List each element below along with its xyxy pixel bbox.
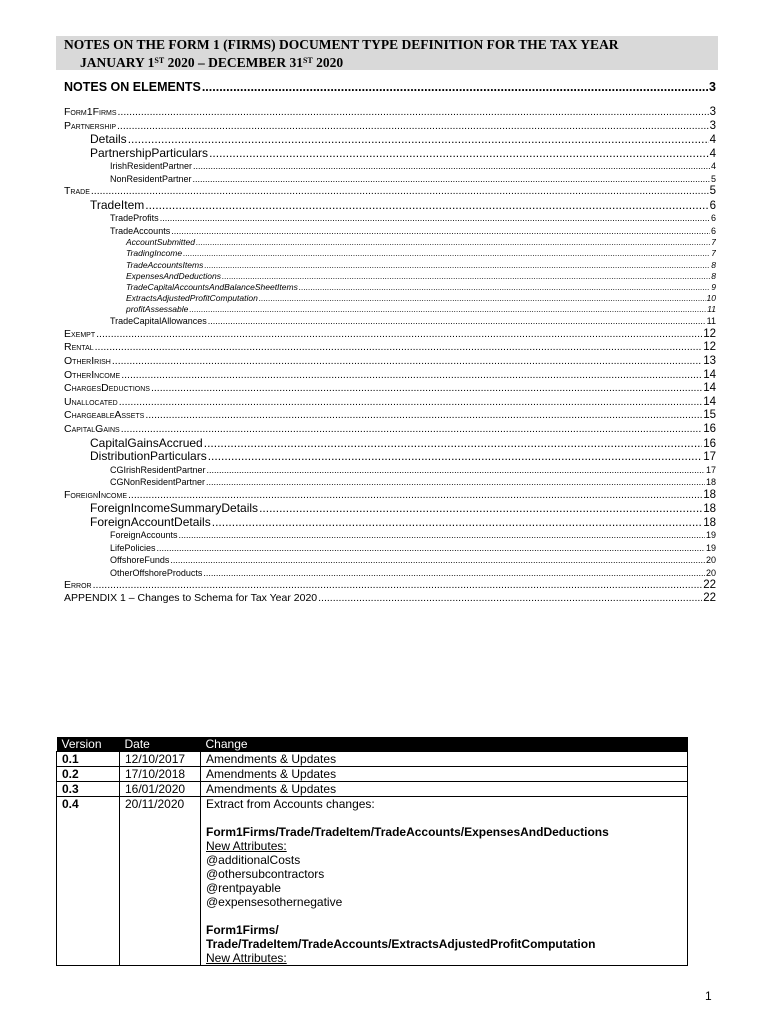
toc-leader-dots (299, 282, 710, 293)
page-number: 1 (705, 989, 712, 1003)
toc-leader-dots (145, 409, 702, 423)
toc-leader-dots (160, 212, 710, 224)
toc-entry[interactable] (64, 409, 716, 423)
toc-entry-label: APPENDIX 1 – Changes to Schema for Tax Year 2020 (64, 592, 318, 605)
change-cell: Amendments & Updates (201, 767, 688, 782)
toc-leader-dots (157, 542, 705, 554)
toc-entry[interactable] (64, 341, 716, 355)
toc-page-number: 13 (703, 355, 716, 368)
change-block-2 (206, 923, 682, 965)
toc-page-number: 16 (703, 422, 716, 435)
toc-page-number: 22 (703, 592, 716, 605)
toc-entry[interactable] (64, 212, 716, 224)
toc-entry[interactable] (64, 282, 716, 293)
toc-page-number: 17 (705, 464, 716, 475)
toc-page-number: 22 (703, 578, 716, 591)
toc-entry-label: IrishResidentPartner (110, 161, 193, 172)
date-cell: 20/11/2020 (120, 797, 201, 966)
toc-entry[interactable] (64, 173, 716, 185)
toc-page-number: 10 (706, 293, 716, 304)
attribute-item: @othersubcontractors (206, 867, 325, 881)
toc-entry[interactable] (64, 78, 716, 100)
toc-entry[interactable] (64, 579, 716, 593)
toc-page-number: 4 (710, 161, 716, 172)
toc-entry-label: TradeItem (90, 198, 145, 212)
toc-leader-dots (208, 450, 702, 464)
toc-leader-dots (145, 199, 708, 213)
toc-entry[interactable] (64, 450, 716, 464)
toc-leader-dots (118, 106, 709, 120)
table-row (57, 767, 688, 782)
toc-entry-label: ForeignAccounts (110, 530, 178, 541)
toc-entry-label: Details (90, 133, 127, 147)
toc-leader-dots (93, 579, 703, 593)
toc-leader-dots (95, 341, 703, 355)
toc-leader-dots (208, 315, 706, 327)
toc-page-number: 9 (711, 281, 716, 292)
toc-page-number: 12 (703, 327, 716, 340)
toc-entry[interactable] (64, 304, 716, 315)
toc-leader-dots (318, 592, 702, 606)
toc-entry[interactable] (64, 476, 716, 488)
date-cell: 12/10/2017 (120, 752, 201, 767)
toc-leader-dots (259, 293, 706, 304)
date-cell: 16/01/2020 (120, 782, 201, 797)
change-intro: Extract from Accounts changes: (206, 797, 375, 811)
toc-page-number: 6 (710, 213, 716, 224)
toc-entry-label: TradeCapitalAllowances (110, 316, 207, 327)
toc-entry-label: ChargeableAssets (64, 409, 145, 422)
attribute-item: @expensesothernegative (206, 895, 343, 909)
toc-entry[interactable] (64, 554, 716, 566)
toc-leader-dots (91, 185, 709, 199)
toc-entry-label: ExpensesAndDeductions (126, 270, 221, 281)
new-attributes-heading: New Attributes: (206, 951, 287, 965)
header-date: Date (120, 737, 201, 752)
toc-entry[interactable] (64, 502, 716, 516)
toc-leader-dots (121, 423, 703, 437)
toc-page-number: 18 (703, 488, 716, 501)
toc-page-number: 8 (711, 259, 716, 270)
toc-page-number: 4 (709, 147, 716, 160)
toc-entry[interactable] (64, 147, 716, 161)
table-row (57, 752, 688, 767)
change-cell (201, 797, 688, 966)
toc-page-number: 14 (703, 382, 716, 395)
toc-page-number: 12 (703, 341, 716, 354)
toc-leader-dots (171, 225, 710, 237)
toc-leader-dots (128, 133, 709, 147)
toc-entry[interactable] (64, 423, 716, 437)
toc-entry-label: TradeCapitalAccountsAndBalanceSheetItems (126, 281, 298, 292)
toc-entry-label: CapitalGainsAccrued (90, 436, 203, 450)
version-history-table (56, 737, 688, 966)
title-superscript-2: ST (302, 56, 313, 65)
toc-entry-label: Partnership (64, 119, 116, 132)
attribute-item: @additionalCosts (206, 853, 301, 867)
toc-page-number: 6 (710, 225, 716, 236)
toc-entry[interactable] (64, 271, 716, 282)
toc-page-number: 8 (711, 270, 716, 281)
toc-page-number: 6 (709, 199, 716, 212)
toc-leader-dots (209, 147, 709, 161)
header-change: Change (201, 737, 688, 752)
toc-entry-label: CapitalGains (64, 422, 120, 435)
toc-entry-label: TradeAccounts (110, 225, 171, 236)
toc-entry[interactable] (64, 328, 716, 342)
toc-entry-label: Form1Firms (64, 106, 117, 118)
toc-page-number: 11 (706, 316, 716, 327)
version-cell: 0.1 (57, 752, 120, 767)
toc-entry-label: ExtractsAdjustedProfitComputation (126, 293, 258, 304)
toc-entry[interactable] (64, 120, 716, 134)
table-row (57, 797, 688, 966)
toc-entry[interactable] (64, 464, 716, 476)
new-attributes-heading: New Attributes: (206, 839, 287, 853)
toc-entry-label: ForeignAccountDetails (90, 515, 211, 529)
toc-leader-dots (193, 160, 710, 172)
toc-page-number: 18 (705, 477, 716, 488)
toc-entry-label: TradeAccountsItems (126, 259, 204, 270)
toc-entry-label: Error (64, 578, 92, 591)
version-cell: 0.4 (57, 797, 120, 966)
toc-entry[interactable] (64, 293, 716, 304)
toc-leader-dots (204, 437, 702, 451)
toc-entry-label: Rental (64, 341, 94, 354)
attribute-item: @rentpayable (206, 881, 281, 895)
document-title (56, 36, 718, 70)
toc-entry[interactable] (64, 567, 716, 579)
toc-page-number: 3 (709, 106, 716, 118)
toc-entry[interactable] (64, 437, 716, 451)
toc-entry[interactable] (64, 160, 716, 172)
toc-entry-label: profitAssessable (126, 304, 189, 315)
toc-page-number: 19 (705, 542, 716, 553)
toc-entry-label: DistributionParticulars (90, 450, 207, 464)
toc-entry[interactable] (64, 369, 716, 383)
toc-page-number: 3 (709, 119, 716, 132)
toc-entry[interactable] (64, 260, 716, 271)
toc-leader-dots (128, 489, 702, 503)
toc-entry[interactable] (64, 396, 716, 410)
schema-path: Form1Firms/ (206, 923, 279, 937)
toc-page-number: 5 (710, 173, 716, 184)
toc-entry-label: AccountSubmitted (126, 237, 195, 248)
toc-leader-dots (193, 173, 710, 185)
toc-leader-dots (189, 304, 706, 315)
toc-page-number: 4 (709, 134, 716, 147)
toc-entry-label: OtherIrish (64, 355, 111, 368)
toc-page-number: 3 (709, 80, 716, 94)
toc-leader-dots (204, 260, 710, 271)
toc-entry[interactable] (64, 516, 716, 530)
toc-page-number: 7 (711, 248, 716, 259)
toc-entry-label: ForeignIncomeSummaryDetails (90, 502, 259, 516)
title-line-2-part-a: JANUARY 1 (80, 55, 155, 70)
toc-entry-label: CGIrishResidentPartner (110, 464, 206, 475)
toc-leader-dots (202, 78, 708, 96)
toc-leader-dots (170, 554, 705, 566)
toc-leader-dots (112, 355, 702, 369)
toc-leader-dots (212, 516, 702, 530)
toc-entry[interactable] (64, 529, 716, 541)
toc-page-number: 16 (703, 437, 716, 450)
toc-entry[interactable] (64, 237, 716, 248)
toc-entry[interactable] (64, 248, 716, 259)
toc-entry-label: ChargesDeductions (64, 382, 150, 395)
date-cell: 17/10/2018 (120, 767, 201, 782)
toc-entry[interactable] (64, 355, 716, 369)
toc-entry-label: Trade (64, 185, 90, 198)
toc-leader-dots (151, 382, 702, 396)
toc-leader-dots (206, 476, 705, 488)
schema-path: Trade/TradeItem/TradeAccounts/ExtractsAdjustedProfitComputation (206, 937, 596, 951)
toc-leader-dots (259, 502, 702, 516)
toc-entry-label: LifePolicies (110, 542, 156, 553)
change-block-1 (206, 825, 682, 909)
toc-page-number: 15 (703, 409, 716, 422)
toc-leader-dots (183, 248, 710, 259)
toc-entry[interactable] (64, 382, 716, 396)
table-row (57, 782, 688, 797)
toc-entry-label: Unallocated (64, 395, 118, 408)
toc-leader-dots (203, 567, 705, 579)
title-line-2 (80, 53, 343, 71)
toc-entry-label: OffshoreFunds (110, 555, 170, 566)
toc-page-number: 5 (709, 185, 716, 198)
toc-leader-dots (96, 328, 702, 342)
toc-entry-label: OtherIncome (64, 368, 121, 381)
toc-page-number: 20 (705, 555, 716, 566)
toc-entry-label: TradingIncome (126, 248, 183, 259)
version-cell: 0.3 (57, 782, 120, 797)
version-table-header-row (57, 737, 688, 752)
toc-leader-dots (207, 464, 705, 476)
change-cell: Amendments & Updates (201, 752, 688, 767)
toc-leader-dots (117, 120, 709, 134)
toc-entry[interactable] (64, 315, 716, 327)
toc-page-number: 11 (707, 304, 716, 315)
header-version: Version (57, 737, 120, 752)
toc-leader-dots (179, 529, 705, 541)
toc-leader-dots (222, 271, 710, 282)
toc-entry[interactable] (64, 542, 716, 554)
toc-entry[interactable] (64, 489, 716, 503)
toc-page-number: 17 (703, 451, 716, 464)
toc-page-number: 20 (705, 567, 716, 578)
toc-entry[interactable] (64, 106, 716, 120)
toc-entry-label: PartnershipParticulars (90, 146, 209, 160)
toc-leader-dots (121, 369, 702, 383)
toc-entry-label: OtherOffshoreProducts (110, 567, 203, 578)
toc-page-number: 18 (703, 503, 716, 516)
toc-entry[interactable] (64, 592, 716, 606)
toc-page-number: 19 (705, 530, 716, 541)
version-cell: 0.2 (57, 767, 120, 782)
toc-leader-dots (119, 396, 702, 410)
toc-page-number: 14 (703, 368, 716, 381)
toc-entry-label: Exempt (64, 327, 96, 340)
toc-entry[interactable] (64, 133, 716, 147)
change-cell: Amendments & Updates (201, 782, 688, 797)
toc-entry-label: CGNonResidentPartner (110, 477, 206, 488)
table-of-contents (64, 78, 716, 606)
title-line-1: NOTES ON THE FORM 1 (FIRMS) DOCUMENT TYPE DEFINITION FOR THE TAX YEAR (64, 37, 619, 52)
toc-page-number: 7 (711, 237, 716, 248)
schema-path: Form1Firms/Trade/TradeItem/TradeAccounts/ExpensesAndDeductions (206, 825, 609, 839)
toc-entry[interactable] (64, 185, 716, 199)
title-line-2-part-c: 2020 (312, 55, 344, 70)
toc-entry[interactable] (64, 225, 716, 237)
title-superscript-1: ST (154, 56, 165, 65)
toc-entry-label: NonResidentPartner (110, 173, 192, 184)
toc-page-number: 18 (703, 516, 716, 529)
toc-leader-dots (196, 237, 710, 248)
toc-entry-label: TradeProfits (110, 213, 159, 224)
toc-entry-label: ForeignIncome (64, 488, 127, 501)
toc-entry[interactable] (64, 199, 716, 213)
toc-entry-label: NOTES ON ELEMENTS (64, 80, 201, 94)
title-line-2-part-b: 2020 – DECEMBER 31 (164, 55, 303, 70)
toc-page-number: 14 (703, 395, 716, 408)
